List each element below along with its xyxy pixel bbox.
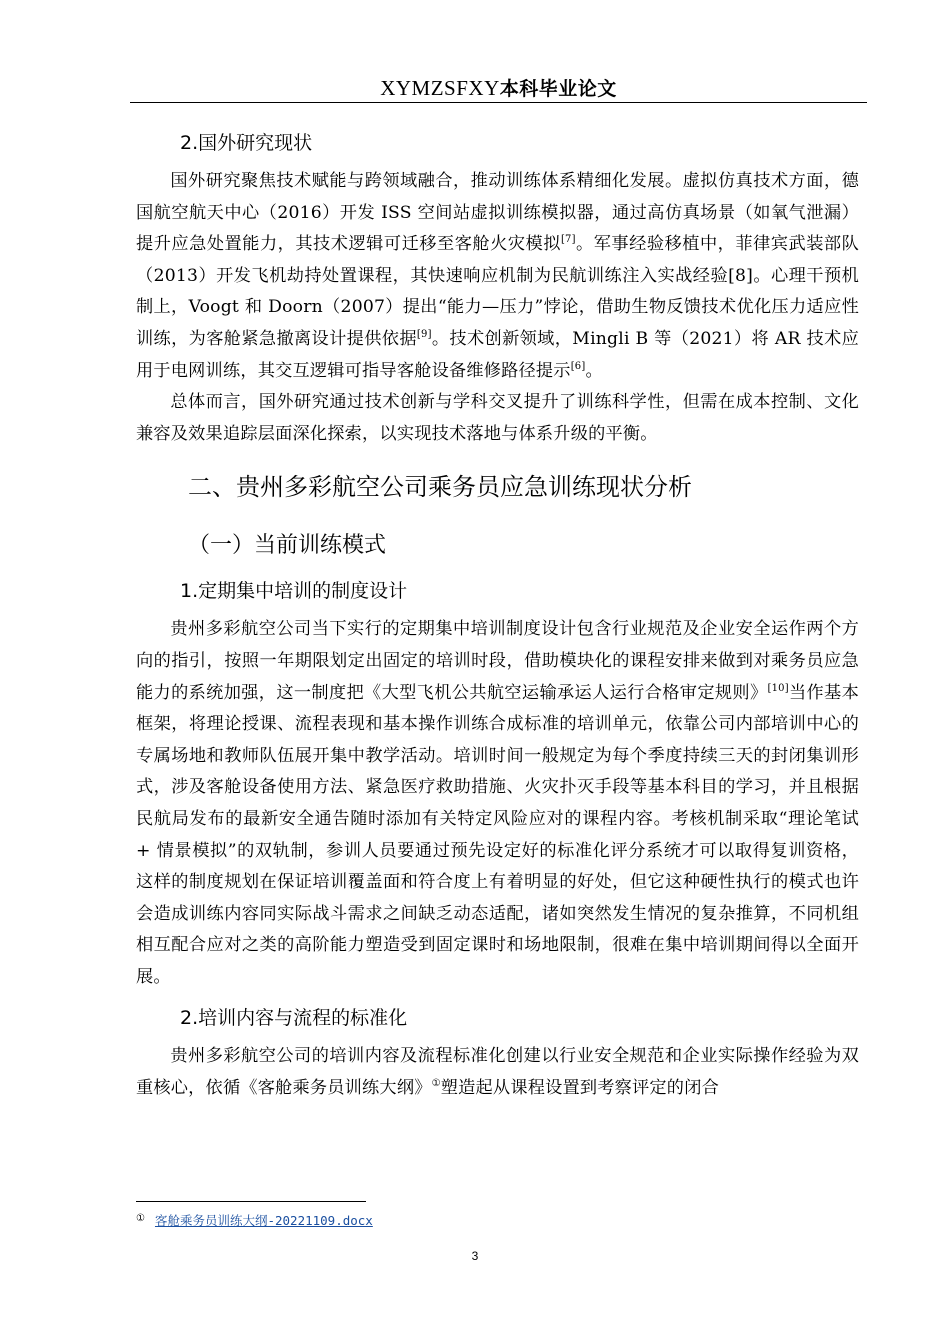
paragraph-standardization: 贵州多彩航空公司的培训内容及流程标准化创建以行业安全规范和企业实际操作经验为双重核心，依循《客舱乘务员训练大纲》①塑造起从课程设置到考察评定的闭合 xyxy=(136,1046,859,1099)
footnote-link[interactable]: 客舱乘务员训练大纲-20221109.docx xyxy=(154,1213,373,1228)
citation-10: [10] xyxy=(767,682,789,694)
header-rule xyxy=(130,102,867,103)
footnote-ref: ① xyxy=(431,1078,441,1090)
header-title-cn: 本科毕业论文 xyxy=(499,78,617,100)
paragraph-periodic-training: 贵州多彩航空公司当下实行的定期集中培训制度设计包含行业规范及企业安全运作两个方向的指引，按照一年期限划定出固定的培训时段，借助模块化的课程安排来做到对乘务员应急能力的系统加强，这一制度把《大型飞机公共航空运输承运人运行合格审定规则》[10]当作基本框架，将理论授课、流程表现和基本操作训练合成标准的培训单元，依靠公司内部培训中心的专属场地和教师队伍展开集中教学活动。培训时间一般规定为每个季度持续三天的封闭集训形式，涉及客舱设备使用方法、紧急医疗救助措施、火灾扑灭手段等基本科目的学习，并且根据民航局发布的最新安全通告随时添加有关特定风险应对的课程内容。考核机制采取“理论笔试 + 情景模拟”的双轨制，参训人员要通过预先设定好的标准化评分系统才可以取得复训资格，这样的制度规划在保证培训覆盖面和符合度上有着明显的好处，但它这种硬性执行的模式也许会造成训练内容同实际战斗需求之间缺乏动态适配，诸如突然发生情况的复杂推算，不同机组相互配合应对之类的高阶能力塑造受到固定课时和场地限制，很难在集中培训期间得以全面开展。 xyxy=(136,619,859,987)
page-content xyxy=(136,122,859,1105)
paragraph-summary: 总体而言，国外研究通过技术创新与学科交叉提升了训练科学性，但需在成本控制、文化兼容及效果追踪层面深化探索，以实现技术落地与体系升级的平衡。 xyxy=(136,392,859,444)
subsection-heading: （一）当前训练模式 xyxy=(188,533,387,559)
paragraph-foreign-research: 国外研究聚焦技术赋能与跨领域融合，推动训练体系精细化发展。虚拟仿真技术方面，德国航空航天中心（2016）开发 ISS 空间站虚拟训练模拟器，通过高仿真场景（如氧气泄漏）提升应急处置能力，其技术逻辑可迁移至客舱火灾模拟[7]。军事经验移植中，菲律宾武装部队（2013）开发飞机劫持处置课程，其快速响应机制为民航训练注入实战经验[8]。心理干预机制上，Voogt 和 Doorn（2007）提出“能力—压力”悖论，借助生物反馈技术优化压力适应性训练，为客舱紧急撤离设计提供依据[9]。技术创新领域，Mingli B 等（2021）将 AR 技术应用于电网训练，其交互逻辑可指导客舱设备维修路径提示[6]。 xyxy=(136,171,859,381)
section-heading-foreign-research: 2.国外研究现状 xyxy=(180,132,313,154)
footnote xyxy=(136,1210,373,1230)
citation-6: [6] xyxy=(570,360,586,372)
page-number: 3 xyxy=(471,1249,479,1263)
citation-9: [9] xyxy=(416,328,432,340)
chapter-heading: 二、贵州多彩航空公司乘务员应急训练现状分析 xyxy=(188,473,692,502)
section-heading-periodic-training: 1.定期集中培训的制度设计 xyxy=(180,580,408,603)
page-header xyxy=(130,74,867,103)
header-title-en: XYMZSFXY xyxy=(380,76,500,100)
section-heading-standardization: 2.培训内容与流程的标准化 xyxy=(180,1007,408,1030)
footnote-mark: ① xyxy=(136,1213,145,1224)
citation-7: [7] xyxy=(560,234,576,246)
footnote-separator xyxy=(136,1201,366,1202)
